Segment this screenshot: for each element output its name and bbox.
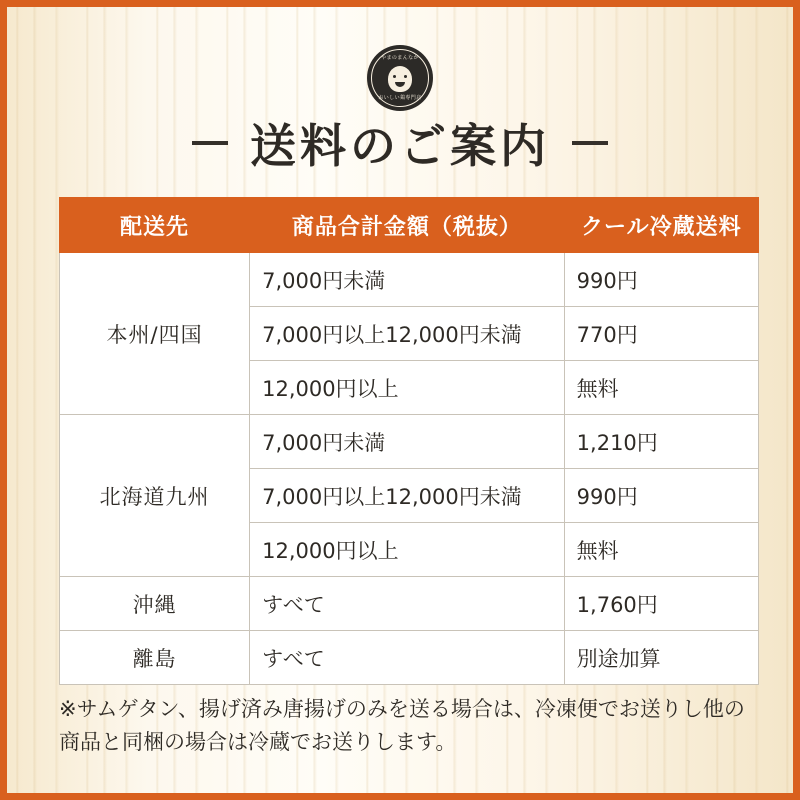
fee-cell: 無料: [564, 523, 758, 577]
shipping-table-wrapper: [59, 197, 759, 685]
column-header-fee: クール冷蔵送料: [564, 198, 758, 253]
destination-cell: 本州/四国: [60, 253, 250, 415]
fee-cell: 1,210円: [564, 415, 758, 469]
title-dash-right: [572, 141, 608, 145]
title-dash-left: [192, 141, 228, 145]
fee-cell: 1,760円: [564, 577, 758, 631]
table-row: [60, 415, 759, 469]
fee-cell: 別途加算: [564, 631, 758, 685]
shipping-fee-table: [59, 197, 759, 685]
amount-cell: 7,000円未満: [250, 253, 565, 307]
destination-cell: 北海道九州: [60, 415, 250, 577]
fee-cell: 990円: [564, 253, 758, 307]
fee-cell: 770円: [564, 307, 758, 361]
table-row: [60, 253, 759, 307]
amount-cell: 7,000円以上12,000円未満: [250, 469, 565, 523]
column-header-destination: 配送先: [60, 198, 250, 253]
column-header-amount: 商品合計金額（税抜）: [250, 198, 565, 253]
table-row: [60, 577, 759, 631]
destination-cell: 沖縄: [60, 577, 250, 631]
destination-cell: 離島: [60, 631, 250, 685]
amount-cell: 7,000円以上12,000円未満: [250, 307, 565, 361]
logo-face: [388, 66, 412, 92]
table-body: [60, 253, 759, 685]
logo-text-bottom: おいしい鶏専門店: [378, 95, 422, 101]
shipping-note: ※サムゲタン、揚げ済み唐揚げのみを送る場合は、冷凍便でお送りし他の商品と同梱の場合は冷蔵でお送りします。: [59, 697, 745, 754]
page-title-row: [7, 110, 793, 176]
table-header-row: [60, 198, 759, 253]
shop-logo-icon: [367, 45, 433, 111]
fee-cell: 無料: [564, 361, 758, 415]
amount-cell: すべて: [250, 631, 565, 685]
table-head: [60, 198, 759, 253]
amount-cell: 12,000円以上: [250, 361, 565, 415]
amount-cell: 7,000円未満: [250, 415, 565, 469]
amount-cell: すべて: [250, 577, 565, 631]
table-row: [60, 631, 759, 685]
logo-container: [7, 45, 793, 116]
logo-mouth: [395, 82, 405, 87]
amount-cell: 12,000円以上: [250, 523, 565, 577]
logo-text-top: やまのまんなか: [381, 55, 419, 61]
fee-cell: 990円: [564, 469, 758, 523]
page-title: 送料のご案内: [250, 119, 550, 173]
